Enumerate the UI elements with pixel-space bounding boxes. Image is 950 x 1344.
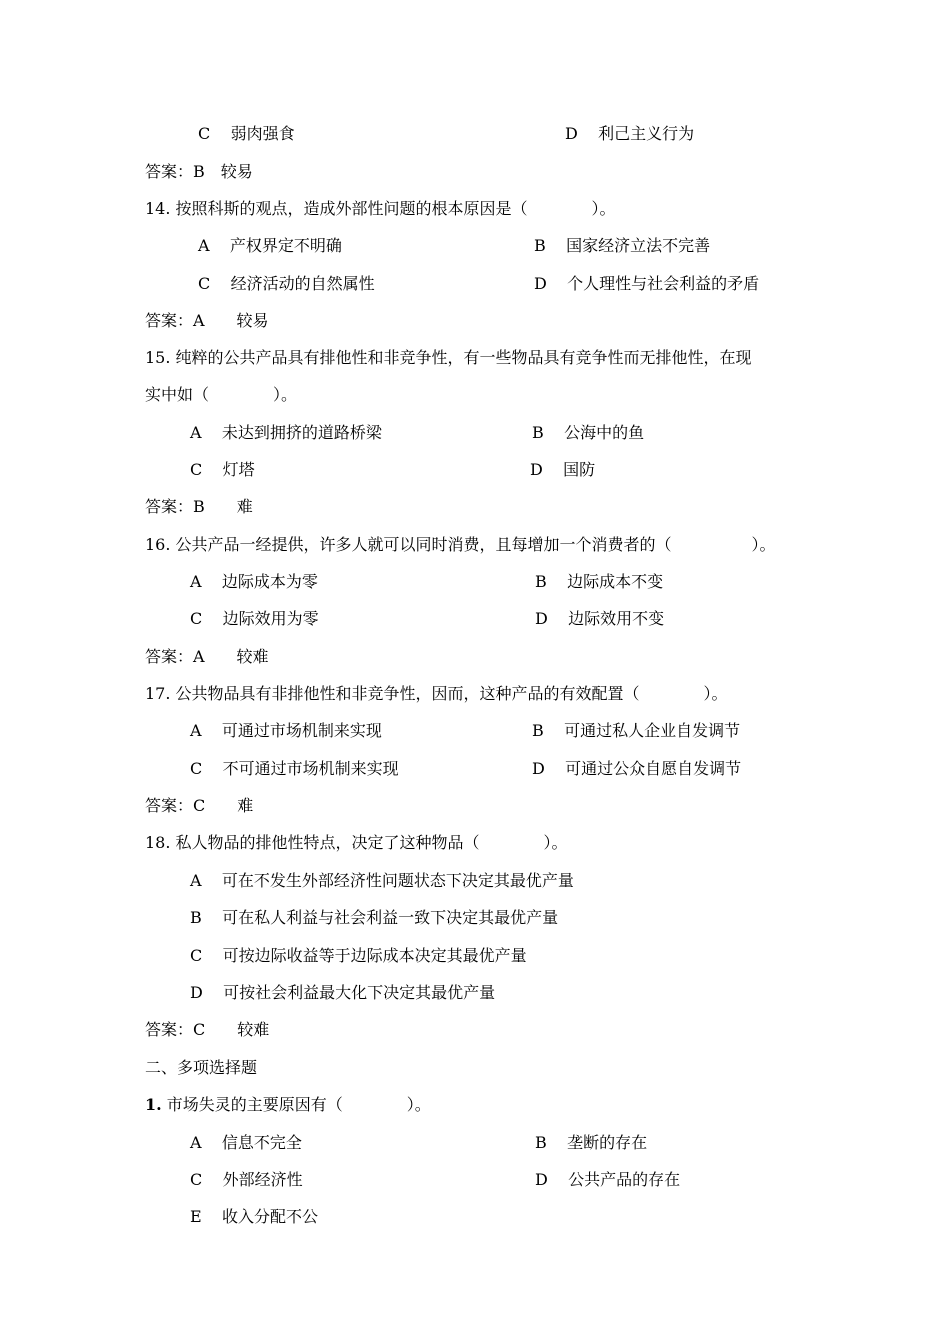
option-d: D 利己主义行为 (565, 124, 695, 143)
question-stem: 17. 公共物品具有非排他性和非竞争性，因而，这种产品的有效配置（ ）。 (145, 684, 728, 703)
option-d: D 可按社会利益最大化下决定其最优产量 (190, 983, 496, 1002)
answer-line: 答案：C 难 (145, 796, 254, 815)
option-b: B 可通过私人企业自发调节 (532, 721, 741, 740)
option-c: C 弱肉强食 (198, 124, 295, 143)
option-d: D 公共产品的存在 (535, 1170, 681, 1189)
option-a: A 产权界定不明确 (198, 236, 342, 255)
option-d: D 可通过公众自愿自发调节 (532, 759, 742, 778)
question-stem: 18. 私人物品的排他性特点，决定了这种物品（ ）。 (145, 833, 568, 852)
answer-line: 答案：B 难 (145, 497, 253, 516)
option-c: C 不可通过市场机制来实现 (190, 759, 399, 778)
option-b: B 公海中的鱼 (532, 423, 645, 442)
option-a: A 未达到拥挤的道路桥梁 (190, 423, 382, 442)
option-c: C 边际效用为零 (190, 609, 319, 628)
answer-line: 答案：C 较难 (145, 1020, 270, 1039)
option-a: A 可通过市场机制来实现 (190, 721, 382, 740)
option-a: A 边际成本为零 (190, 572, 318, 591)
option-e: E 收入分配不公 (190, 1207, 319, 1226)
option-b: B 垄断的存在 (535, 1133, 648, 1152)
option-d: D 边际效用不变 (535, 609, 665, 628)
answer-line: 答案：A 较难 (145, 647, 269, 666)
option-b: B 国家经济立法不完善 (534, 236, 711, 255)
option-d: D 个人理性与社会利益的矛盾 (534, 274, 760, 293)
question-stem: 16. 公共产品一经提供，许多人就可以同时消费，且每增加一个消费者的（ ）。 (145, 535, 776, 554)
option-c: C 经济活动的自然属性 (198, 274, 375, 293)
option-a: A 信息不完全 (190, 1133, 302, 1152)
answer-line: 答案：A 较易 (145, 311, 269, 330)
answer-line: 答案：B 较易 (145, 162, 253, 181)
option-c: C 外部经济性 (190, 1170, 303, 1189)
question-stem: 14. 按照科斯的观点，造成外部性问题的根本原因是（ ）。 (145, 199, 616, 218)
option-b: B 可在私人利益与社会利益一致下决定其最优产量 (190, 908, 559, 927)
question-stem: 1. 市场失灵的主要原因有（ ）。 (145, 1095, 431, 1114)
option-c: C 可按边际收益等于边际成本决定其最优产量 (190, 946, 527, 965)
option-d: D 国防 (530, 460, 596, 479)
option-a: A 可在不发生外部经济性问题状态下决定其最优产量 (190, 871, 574, 890)
option-c: C 灯塔 (190, 460, 255, 479)
option-b: B 边际成本不变 (535, 572, 664, 591)
section-heading: 二、多项选择题 (145, 1058, 258, 1077)
question-stem: 15. 纯粹的公共产品具有排他性和非竞争性，有一些物品具有竞争性而无排他性，在现 (145, 348, 752, 367)
question-stem-cont: 实中如（ ）。 (145, 385, 298, 404)
